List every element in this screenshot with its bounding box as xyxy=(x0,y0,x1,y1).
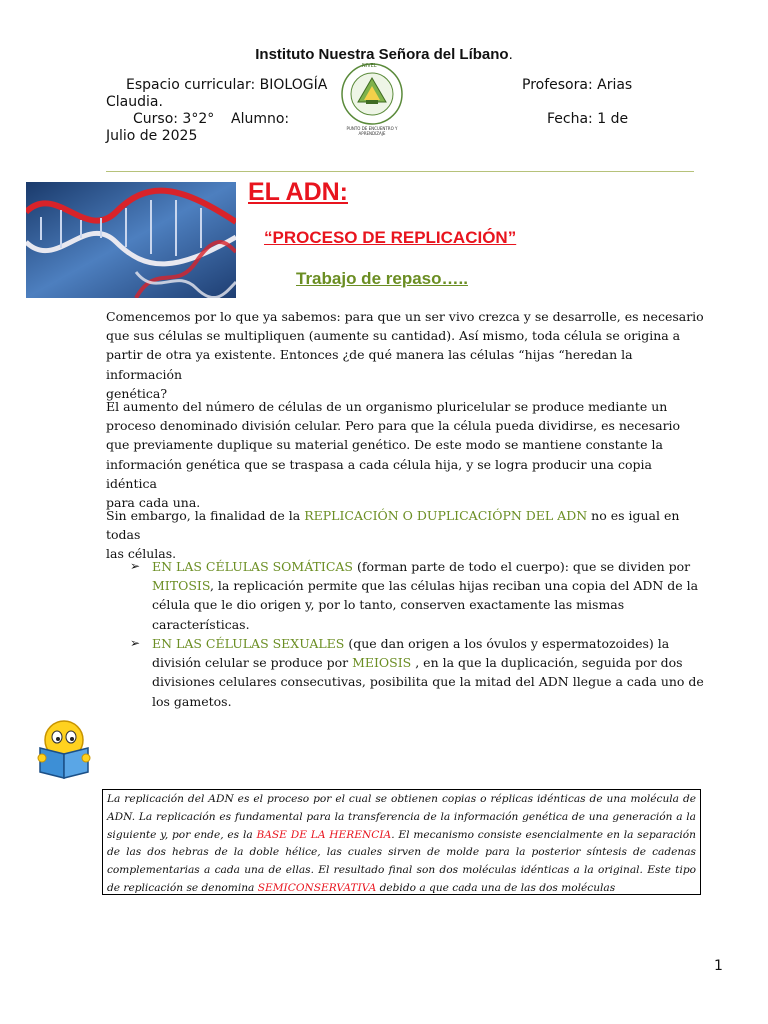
page-number: 1 xyxy=(714,958,723,974)
text-line: las células. xyxy=(106,546,177,562)
seal-caption: PUNTO DE ENCUENTRO Y APRENDIZAJE xyxy=(346,126,398,136)
reading-emoji-icon xyxy=(34,718,94,780)
text-line: proceso denominado división celular. Pero para que la célula pueda dividirse, es necesario xyxy=(106,418,681,434)
definition-text: La replicación del ADN es el proceso por el cual se obtienen copias o réplicas idénticas de una molécula de ADN. La replicación es fundamental para la transferencia de la información genética de una generación a la siguiente y, por ende, es la BASE DE LA HERENCIA. El mecanismo consiste esencialmente en la separación de las dos hebras de la doble hélice, las cuales sirven de molde para la posterior síntesis de cadenas complementarias a cada una de ellas. El resultado final son dos moléculas idénticas a la original. Este tipo de replicación se denomina SEMICONSERVATIVA debido a que cada una de las dos moléculas xyxy=(107,793,697,894)
school-seal xyxy=(338,62,406,142)
review-heading: Trabajo de repaso….. xyxy=(296,269,468,288)
text-line: que previamente duplique su material genético. De este modo se mantiene constante la xyxy=(106,437,663,453)
bullet-sexual xyxy=(152,634,708,711)
text-line: Sin embargo, la finalidad de la REPLICACIÓN O DUPLICACIÓPN DEL ADN no es igual en todas xyxy=(106,508,680,543)
paragraph-finalidad xyxy=(106,506,706,564)
text-line: características. xyxy=(152,616,250,632)
profesora: Profesora: Arias xyxy=(522,77,633,93)
bullet-somatic xyxy=(152,557,708,634)
text-line: El aumento del número de células de un organismo pluricelular se produce mediante un xyxy=(106,399,668,414)
text-line: partir de otra ya existente. Entonces ¿de qué manera las células “hijas “heredan la información xyxy=(106,347,633,382)
text-line: los gametos. xyxy=(152,693,232,709)
herencia-term: BASE DE LA HERENCIA xyxy=(256,828,392,841)
text-line: información genética que se traspasa a cada célula hija, y se logra producir una copia idéntica xyxy=(106,456,652,491)
paragraph-intro xyxy=(106,307,706,403)
header-divider xyxy=(106,171,694,172)
dna-helix-icon xyxy=(26,182,236,298)
text-line: EN LAS CÉLULAS SEXUALES (que dan origen a los óvulos y espermatozoides) la xyxy=(152,636,670,651)
text-line: genética? xyxy=(106,385,168,401)
espacio-curricular: Espacio curricular: BIOLOGÍA xyxy=(126,77,328,93)
curso: Curso: 3°2° xyxy=(133,111,215,127)
replication-definition-box xyxy=(102,789,701,895)
semiconservativa-term: SEMICONSERVATIVA xyxy=(257,881,377,894)
page-subtitle: “PROCESO DE REPLICACIÓN” xyxy=(264,228,517,247)
text-line: EN LAS CÉLULAS SOMÁTICAS (forman parte de todo el cuerpo): que se dividen por xyxy=(152,559,691,574)
arrow-bullet-icon: ➢ xyxy=(130,636,141,650)
fecha: Fecha: 1 de xyxy=(547,111,629,127)
replication-term: REPLICACIÓN O DUPLICACIÓPN DEL ADN xyxy=(304,508,588,523)
text-line: divisiones celulares consecutivas, posibilita que la mitad del ADN llegue a cada uno de xyxy=(152,674,704,690)
text-line: que sus células se multipliquen (aumente su cantidad). Así mismo, toda célula se origina a xyxy=(106,328,681,344)
text-line: MITOSIS, la replicación permite que las células hijas reciban una copia del ADN de la xyxy=(152,578,699,594)
institution-name: Instituto Nuestra Señora del Líbano. xyxy=(255,46,513,63)
profesora-name: Claudia. xyxy=(106,94,163,110)
fecha-year: Julio de 2025 xyxy=(106,128,198,144)
dna-image xyxy=(26,182,236,298)
text-line: célula que le dio origen y, por lo tanto, conserven exactamente las mismas xyxy=(152,597,625,613)
paragraph-division xyxy=(106,397,706,512)
page-title: EL ADN: xyxy=(248,178,348,206)
text-line: Comencemos por lo que ya sabemos: para que un ser vivo crezca y se desarrolle, es necesario xyxy=(106,309,704,324)
text-line: para cada una. xyxy=(106,495,201,511)
alumno: Alumno: xyxy=(231,111,290,127)
seal-text-top: NIVEL xyxy=(362,63,377,69)
arrow-bullet-icon: ➢ xyxy=(130,559,141,573)
text-line: división celular se produce por MEIOSIS , en la que la duplicación, seguida por dos xyxy=(152,655,683,671)
